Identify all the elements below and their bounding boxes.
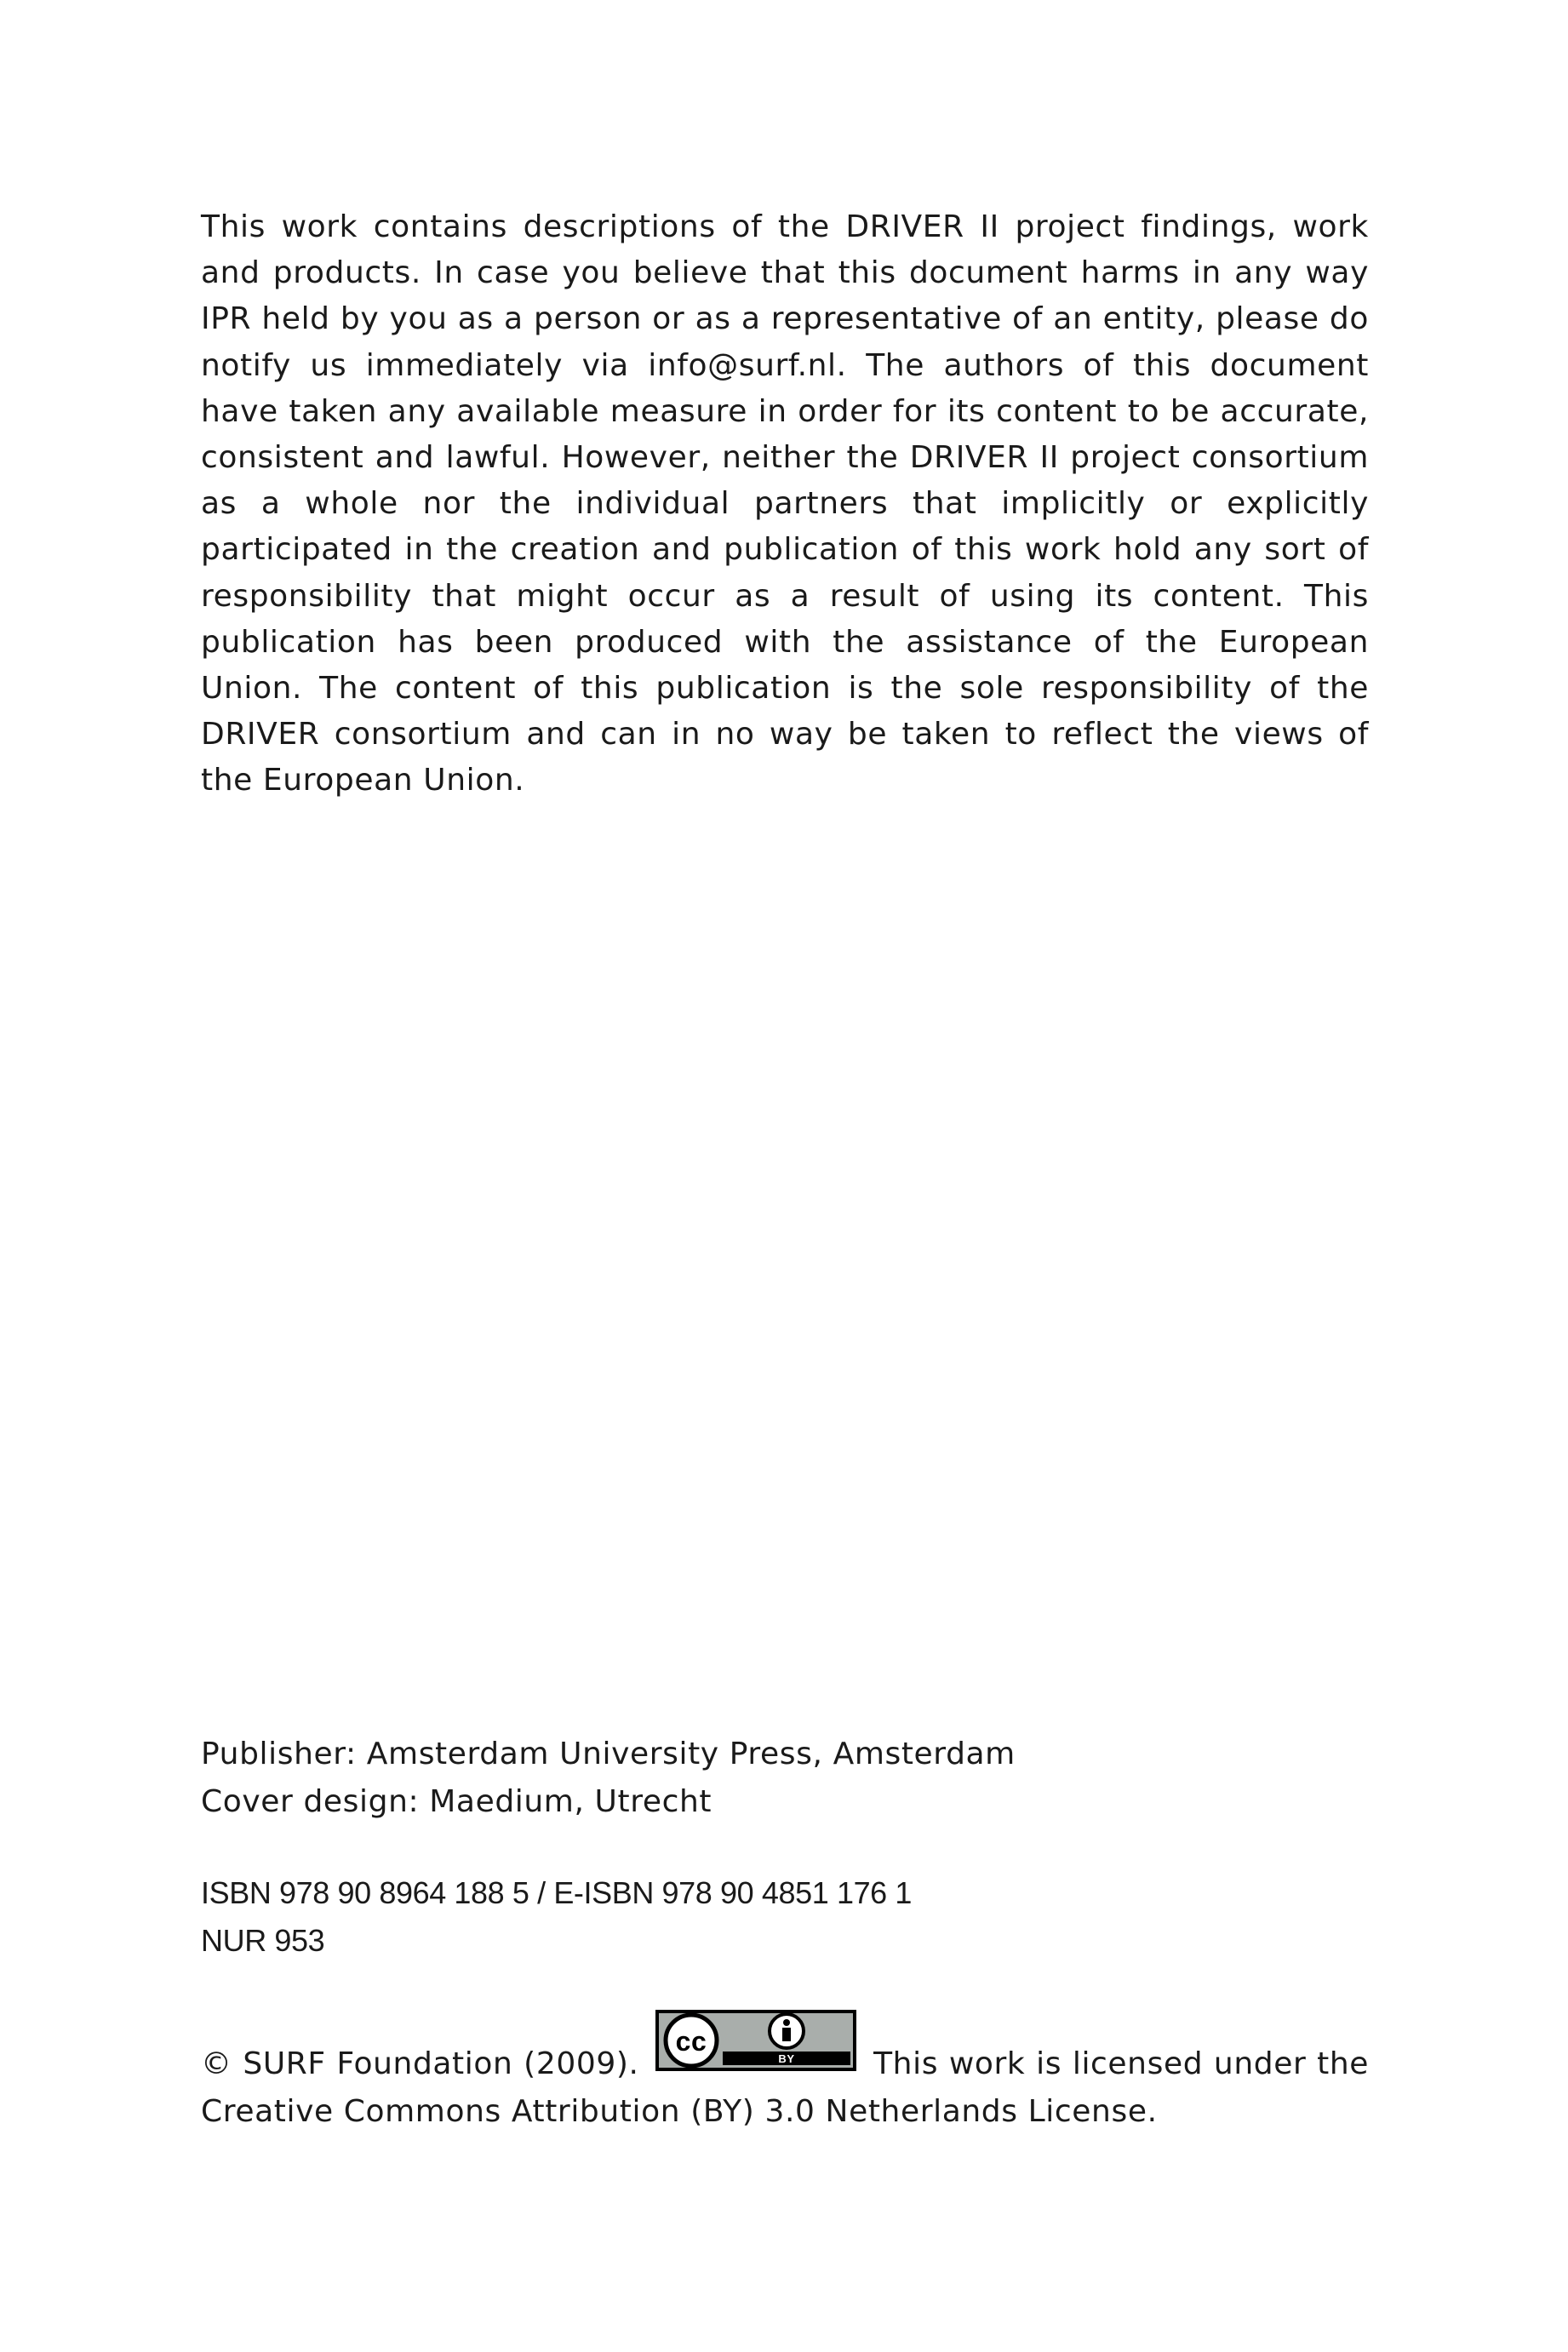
license-paragraph [201,2026,1370,2136]
cover-design-line: Cover design: Maedium, Utrecht [201,1784,712,1819]
license-text: This work is licensed under the Creative Commons Attribution (BY) 3.0 Netherlands License. [201,2046,1370,2129]
disclaimer-paragraph: This work contains descriptions of the DRIVER II project findings, work and products. In case you believe that this document harms in any way IPR held by you as a person or as a representative of an entity, please do notify us immediately via info@surf.nl. The authors of this document have taken any available measure in order for its content to be accurate, consistent and lawful. However, neither the DRIVER II project consortium as a whole nor the individual partners that implicitly or explicitly participated in the creation and publication of this work hold any sort of responsibility that might occur as a result of using its content. This publication has been produced with the assistance of the European Union. The content of this publication is the sole responsibility of the DRIVER consortium and can in no way be taken to reflect the views of the European Union. [201,209,1369,798]
by-badge-label: BY [778,2052,795,2065]
nur-line: NUR 953 [201,1923,325,1958]
credits-block [201,1731,1369,1826]
isbn-block [201,1869,1369,1965]
cc-badge-label: cc [675,2026,707,2057]
copyright-text: © SURF Foundation (2009). [201,2046,639,2081]
isbn-line: ISBN 978 90 8964 188 5 / E-ISBN 978 90 4851 176 1 [201,1875,913,1910]
publisher-line: Publisher: Amsterdam University Press, Amsterdam [201,1737,1016,1771]
cc-by-license-icon [655,2009,857,2072]
